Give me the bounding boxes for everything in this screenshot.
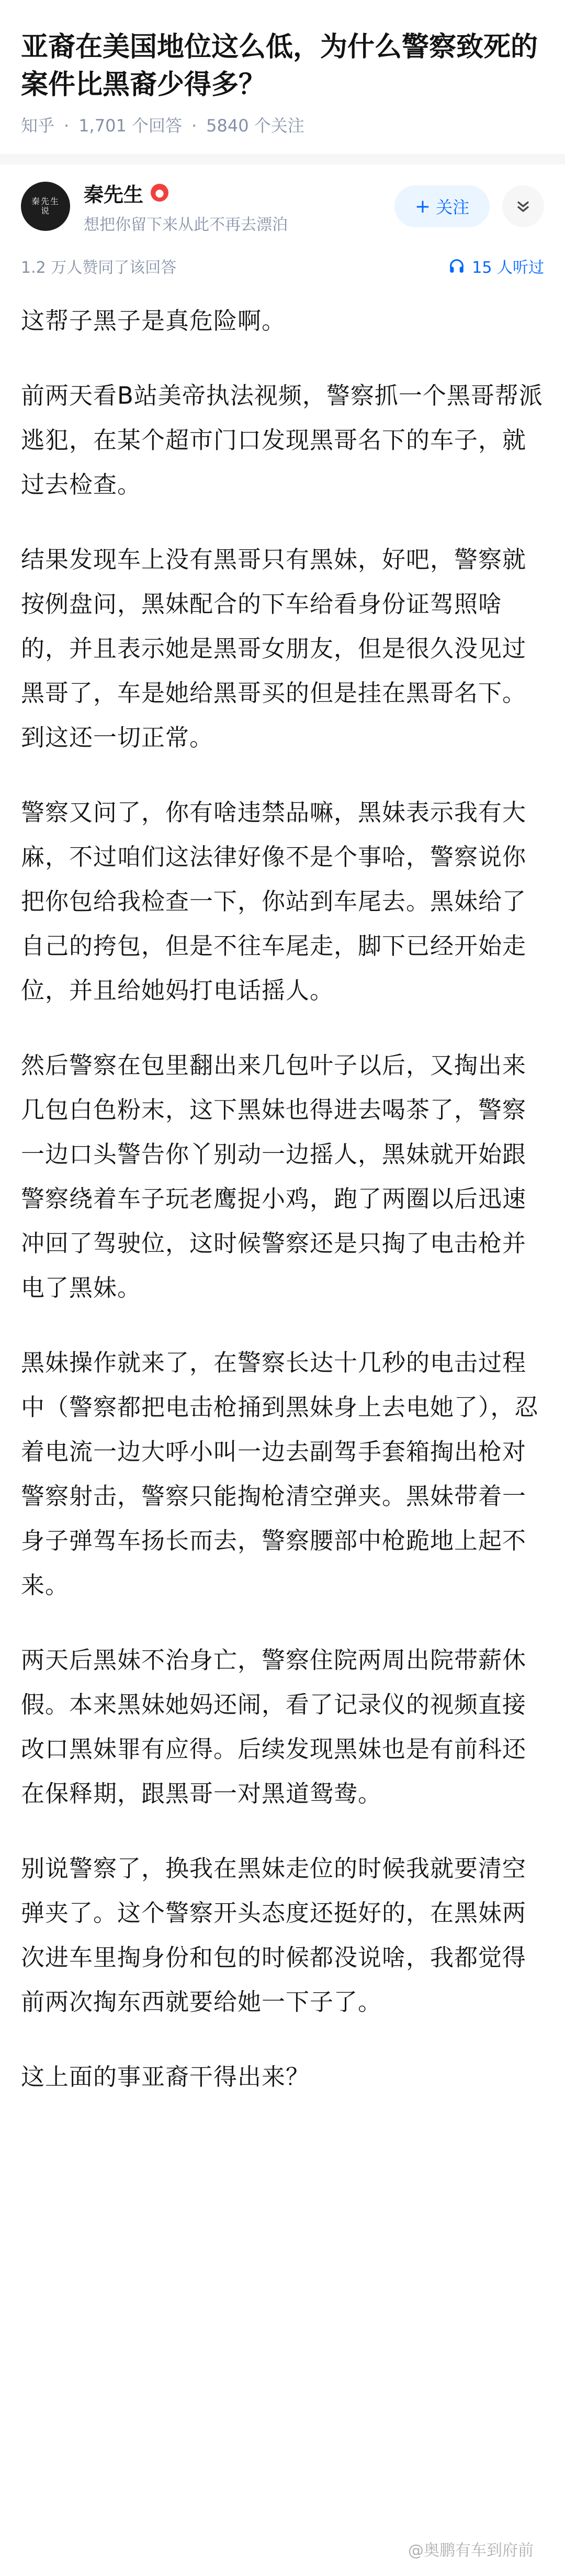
author-name-row [84,179,394,207]
watermark: @奥鹏有车到府前 [408,2541,534,2560]
follower-count: 5840 个关注 [206,116,304,136]
avatar-text: 秦先生说 [31,196,60,216]
chevron-down-icon [514,197,533,216]
answer-paragraph: 然后警察在包里翻出来几包叶子以后，又掏出来几包白色粉末，这下黑妹也得进去喝茶了，警察一边口头警告你丫别动一边摇人，黑妹就开始跟警察绕着车子玩老鹰捉小鸡，跑了两圈以后迅速冲回了驾驶位，这时候警察还是只掏了电击枪并电了黑妹。 [21,1051,527,1302]
answer-paragraph: 警察又问了，你有啥违禁品嘛，黑妹表示我有大麻，不过咱们这法律好像不是个事哈，警察说你把你包给我检查一下，你站到车尾去。黑妹给了自己的挎包，但是不往车尾走，脚下已经开始走位，并且给她妈打电话摇人。 [21,798,527,1004]
question-title[interactable]: 亚裔在美国地位这么低，为什么警察致死的案件比黑裔少得多？ [21,31,538,101]
more-button[interactable] [502,185,544,227]
follow-button[interactable] [394,185,490,227]
plus-icon: + [414,195,431,217]
answer-paragraph: 别说警察了，换我在黑妹走位的时候我就要清空弹夹了。这个警察开头态度还挺好的，在黑妹两次进车里掏身份和包的时候都没说啥，我都觉得前两次掏东西就要给她一下子了。 [21,1855,527,2016]
stats-row [0,254,565,277]
source-label[interactable]: 知乎 [21,116,55,136]
answer-content [0,277,565,2099]
avatar[interactable] [21,182,70,231]
question-header [0,0,565,137]
author-row [0,164,565,234]
author-name[interactable]: 秦先生 [84,183,144,206]
answer-paragraph: 黑妹操作就来了，在警察长达十几秒的电击过程中（警察都把电击枪捅到黑妹身上去电她了），忍着电流一边大呼小叫一边去副驾手套箱掏出枪对警察射击，警察只能掏枪清空弹夹。黑妹带着一身子弹驾车扬长而去，警察腰部中枪跪地上起不来。 [21,1349,539,1599]
answer-paragraph: 这上面的事亚裔干得出来？ [21,2063,310,2091]
answer-paragraph: 这帮子黑子是真危险啊。 [21,307,286,335]
answer-paragraph: 结果发现车上没有黑哥只有黑妹，好吧，警察就按例盘问，黑妹配合的下车给看身份证驾照啥的，并且表示她是黑哥女朋友，但是很久没见过黑哥了，车是她给黑哥买的但是挂在黑哥名下。到这还一切正常。 [21,546,527,751]
author-info [84,179,394,235]
section-divider [0,154,565,164]
listen-button[interactable] [448,254,544,277]
verified-badge-icon: ● [151,184,168,202]
question-meta: 知乎 · 1,701 个回答 · 5840 个关注 [21,116,304,136]
listener-count: 15 人听过 [472,259,544,277]
headphones-icon [448,257,466,275]
answer-paragraph: 两天后黑妹不治身亡，警察住院两周出院带薪休假。本来黑妹她妈还闹，看了记录仪的视频直接改口黑妹罪有应得。后续发现黑妹也是有前科还在保释期，跟黑哥一对黑道鸳鸯。 [21,1646,527,1807]
answer-paragraph: 前两天看B站美帝执法视频，警察抓一个黑哥帮派逃犯，在某个超市门口发现黑哥名下的车子，就过去检查。 [21,382,543,498]
approval-count: 1.2 万人赞同了该回答 [21,259,177,277]
author-bio: 想把你留下来从此不再去漂泊 [84,215,288,234]
answer-count[interactable]: 1,701 个回答 [78,116,182,136]
follow-label: 关注 [436,197,470,217]
